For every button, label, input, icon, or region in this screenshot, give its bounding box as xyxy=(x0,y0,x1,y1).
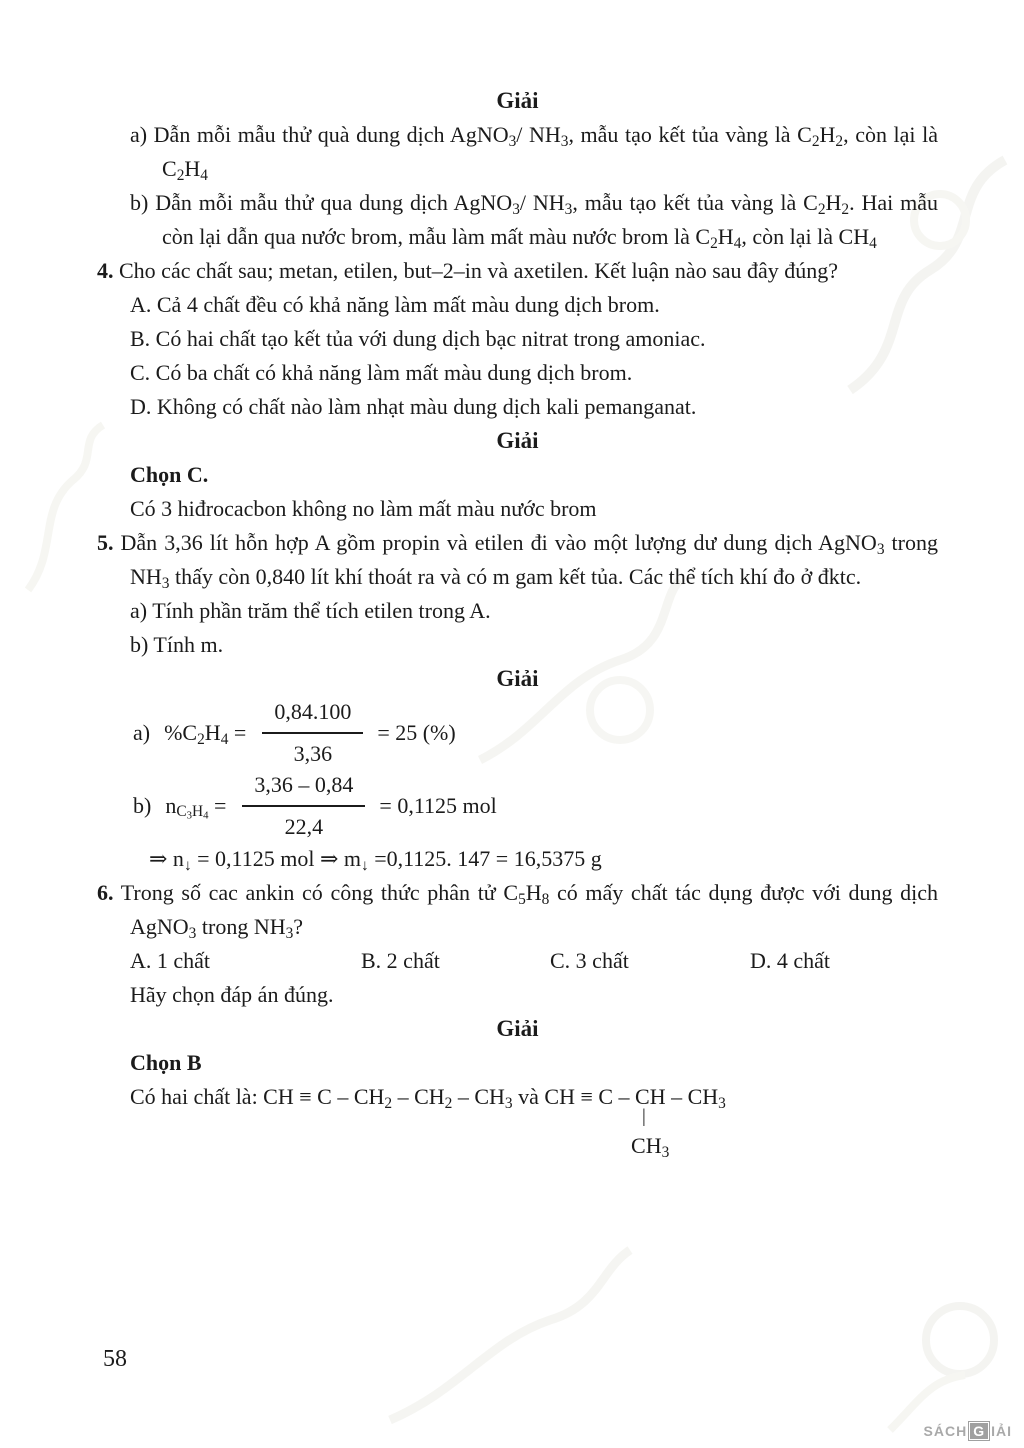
question-4-option-d: D. Không có chất nào làm nhạt màu dung dịch kali pemanganat. xyxy=(130,394,697,419)
question-6-options xyxy=(130,944,938,978)
solution-heading-6: Giải xyxy=(496,1016,539,1041)
question-5-conclusion: ⇒ $n_↓ = 0,1125$ mol ⇒ $m_↓ =0,1125$. 147 = 16,5375 g xyxy=(149,846,602,874)
question-6-answer: Chọn B xyxy=(130,1050,202,1075)
question-4-explanation: Có 3 hiđrocacbon không no làm mất màu nước brom xyxy=(130,496,597,521)
question-5-part-a: a) Tính phần trăm thể tích etilen trong A. xyxy=(130,598,491,623)
question-4-answer: Chọn C. xyxy=(130,462,209,487)
fraction-denominator: 22,4 xyxy=(284,813,324,839)
question-6-text: Trong số cac ankin có công thức phân tử $C_5H_8$ có mấy chất tác dụng được với dung dịch AgNO$_3$ trong $NH_3$? xyxy=(120,880,939,942)
equation-a-lhs: $\%C_2H_4$ = xyxy=(164,719,247,748)
item-marker-b: b) xyxy=(130,190,149,215)
branch-carbon xyxy=(631,1080,670,1161)
single-bond-icon: | xyxy=(642,1106,646,1127)
watermark-swirl xyxy=(18,420,108,600)
question-5-part-b: b) Tính m. xyxy=(130,632,224,657)
question-6-number: 6. xyxy=(97,880,114,905)
question-6 xyxy=(97,876,938,944)
item-marker-a: a) xyxy=(130,122,148,147)
solution3-part-a-text: Dẫn mỗi mẫu thử quà dung dịch AgNO$_3$/ $NH_3$, mẫu tạo kết tủa vàng là $C_2H_2$, còn lại là $C_2H_4$ xyxy=(153,122,938,184)
equation-a-marker: a) xyxy=(133,719,151,745)
fraction xyxy=(242,768,365,844)
equation-a xyxy=(133,696,938,769)
branch-atom: CH xyxy=(635,1084,666,1109)
formula-suffix: – $CH_3$ xyxy=(665,1084,726,1112)
page-number: 58 xyxy=(103,1346,127,1372)
question-6-option-c: C. 3 chất xyxy=(550,948,629,973)
question-4-number: 4. xyxy=(97,258,114,283)
solution3-part-b xyxy=(130,186,938,254)
solution3-part-a xyxy=(130,118,938,186)
sachgiai-logo xyxy=(924,1422,1012,1440)
question-6-prompt: Hãy chọn đáp án đúng. xyxy=(130,982,334,1007)
question-6-option-d: D. 4 chất xyxy=(750,948,831,973)
solution-heading-4: Giải xyxy=(496,428,539,453)
question-6-option-a: A. 1 chất xyxy=(130,948,211,973)
watermark-swirl xyxy=(380,1240,640,1440)
question-5-text: Dẫn 3,36 lít hỗn hợp A gồm propin và etilen đi vào một lượng dư dung dịch AgNO$_3$ trong $NH_3$ thấy còn 0,840 lít khí thoát ra và có m gam kết tủa. Các thể tích khí đo ở đktc. xyxy=(120,530,938,592)
watermark-swirl xyxy=(870,1280,1020,1440)
equation-b-lhs: $n_{C_3H_4}$ = xyxy=(165,792,227,823)
equation-b xyxy=(133,769,938,842)
page-content xyxy=(97,84,939,1161)
fraction-denominator: 3,36 xyxy=(293,740,333,766)
equation-b-result: = 0,1125 mol xyxy=(379,792,497,818)
logo-prefix: SÁCH xyxy=(923,1423,968,1439)
solution-heading-5: Giải xyxy=(496,666,539,691)
question-4 xyxy=(97,254,938,288)
question-4-option-c: C. Có ba chất có khả năng làm mất màu dung dịch brom. xyxy=(130,360,633,385)
logo-suffix: IẢI xyxy=(991,1423,1012,1439)
structural-formula xyxy=(130,1080,938,1161)
fraction-numerator: 0,84.100 xyxy=(262,695,363,734)
formula-prefix: Có hai chất là: CH ≡ C – $CH_2 - CH_2 - CH_3$ và CH ≡ C – xyxy=(130,1084,636,1112)
branch-methyl-group: $CH_3$ xyxy=(631,1133,670,1161)
solution3-part-b-text: Dẫn mỗi mẫu thử qua dung dịch AgNO$_3$/ $NH_3$, mẫu tạo kết tủa vàng là $C_2H_2$. Hai mẫu còn lại dẫn qua nước brom, mẫu làm mất màu nước brom là $C_2H_4$, còn lại là $CH_4$ xyxy=(155,190,938,252)
question-6-option-b: B. 2 chất xyxy=(361,948,440,973)
question-4-option-a: A. Cả 4 chất đều có khả năng làm mất màu dung dịch brom. xyxy=(130,292,660,317)
equation-a-result: = 25 (%) xyxy=(377,719,456,745)
question-5-number: 5. xyxy=(97,530,114,555)
logo-boxed-letter: G xyxy=(969,1422,989,1440)
fraction-numerator: 3,36 – 0,84 xyxy=(242,768,365,807)
question-4-option-b: B. Có hai chất tạo kết tủa với dung dịch bạc nitrat trong amoniac. xyxy=(130,326,706,351)
solution-heading-3: Giải xyxy=(496,88,539,113)
question-4-text: Cho các chất sau; metan, etilen, but–2–in và axetilen. Kết luận nào sau đây đúng? xyxy=(119,258,839,283)
question-5 xyxy=(97,526,938,594)
equation-b-marker: b) xyxy=(133,792,152,818)
fraction xyxy=(262,695,363,771)
